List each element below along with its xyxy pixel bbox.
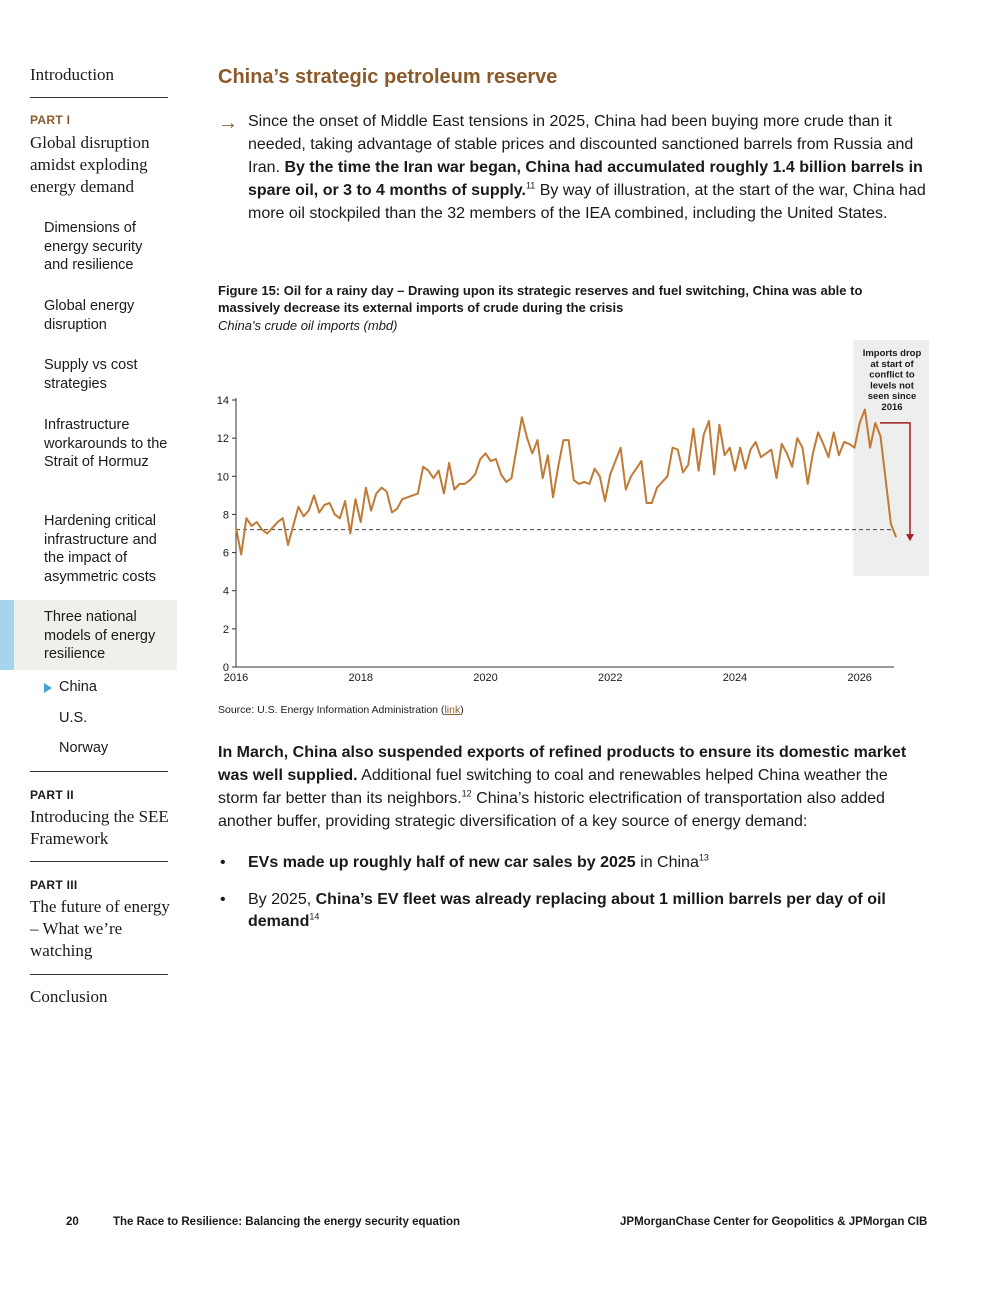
y-tick-label: 2 [222, 623, 229, 636]
nav-part2-label[interactable]: PART II [30, 788, 74, 802]
nav-item-global-disruption[interactable]: Global energy disruption [44, 298, 135, 333]
page-number: 20 [66, 1216, 79, 1228]
y-tick-label: 10 [216, 471, 229, 484]
nav-item-dimensions[interactable]: Dimensions of energy security and resilience [44, 220, 143, 273]
nav-divider [30, 974, 168, 975]
nav-part2-title[interactable]: Introducing the SEE Framework [30, 807, 169, 848]
sidebar-nav [0, 0, 180, 1050]
source-link[interactable]: link [444, 704, 461, 716]
nav-item-infrastructure-workarounds[interactable]: Infrastructure workarounds to the Strait of Hormuz [44, 417, 168, 470]
oil-imports-line-chart [210, 340, 950, 690]
x-tick-label: 2026 [847, 672, 872, 684]
footer-org: JPMorganChase Center for Geopolitics & JPMorgan CIB [620, 1216, 928, 1228]
nav-divider [30, 97, 168, 98]
nav-active-indicator [0, 600, 14, 670]
nav-part3-title[interactable]: The future of energy – What we’re watching [30, 897, 170, 960]
nav-item-three-models[interactable]: Three national models of energy resilience [44, 609, 156, 662]
figure-subtitle: China's crude oil imports (mbd) [218, 318, 398, 333]
nav-part3-label[interactable]: PART III [30, 878, 78, 892]
nav-item-hardening[interactable]: Hardening critical infrastructure and the impact of asymmetric costs [44, 513, 157, 585]
intro-paragraph: Since the onset of Middle East tensions in 2025, China had been buying more crude than it needed, taking advantage of stable prices and discounted sanctioned barrels from Russia and Iran. By the time the Iran war began, China had accumulated roughly 1.4 billion barrels in spare oil, or 3 to 4 months of supply.$^{11}$ By way of illustration, at the start of the war, China had more oil stockpiled than the 32 members of the IEA combined, including the United States. [248, 113, 926, 222]
bullet-icon: • [220, 891, 226, 908]
nav-item-supply-vs-cost[interactable]: Supply vs cost strategies [44, 357, 138, 392]
x-tick-label: 2020 [473, 672, 498, 684]
y-tick-label: 12 [216, 433, 229, 446]
y-tick-label: 6 [222, 547, 229, 560]
nav-part1-label[interactable]: PART I [30, 113, 71, 127]
x-tick-label: 2018 [348, 672, 373, 684]
body-paragraph: In March, China also suspended exports of refined products to ensure its domestic market was well supplied. Additional fuel switching to coal and renewables helped China weather the storm far better than its neighbors.$^{12}$ China’s historic electrification of transportation also added another buffer, providing strategic diversification of a key source of energy demand: [218, 744, 907, 830]
x-tick-label: 2022 [597, 672, 623, 684]
section-heading: China’s strategic petroleum reserve [218, 66, 558, 88]
y-tick-label: 8 [222, 509, 229, 522]
x-tick-label: 2024 [722, 672, 748, 684]
series-line [236, 410, 896, 555]
figure-source: Source: U.S. Energy Information Administration (link) [218, 704, 464, 716]
footer-title: The Race to Resilience: Balancing the energy security equation [113, 1216, 461, 1228]
bullet-icon: • [220, 854, 226, 871]
nav-subitem-china[interactable]: China [59, 679, 97, 695]
nav-divider [30, 861, 168, 862]
y-tick-label: 14 [216, 395, 229, 407]
nav-divider [30, 771, 168, 772]
triangle-right-icon [44, 683, 52, 693]
chart-annotation: Imports drop at start of conflict to levels not seen since 2016 [862, 348, 922, 413]
arrow-right-icon: → [218, 112, 238, 134]
figure-title: Figure 15: Oil for a rainy day – Drawing upon its strategic reserves and fuel switching, China was able to massively decrease its external imports of crude during the crisis [218, 283, 863, 315]
nav-conclusion[interactable]: Conclusion [30, 987, 108, 1006]
nav-subitem-us[interactable]: U.S. [59, 710, 88, 726]
nav-subitem-norway[interactable]: Norway [59, 740, 109, 756]
y-tick-label: 4 [222, 585, 229, 598]
y-tick-label: 0 [222, 662, 229, 674]
nav-part1-title[interactable]: Global disruption amidst exploding energy demand [30, 133, 150, 196]
x-tick-label: 2016 [223, 672, 249, 684]
nav-introduction[interactable]: Introduction [30, 65, 115, 84]
